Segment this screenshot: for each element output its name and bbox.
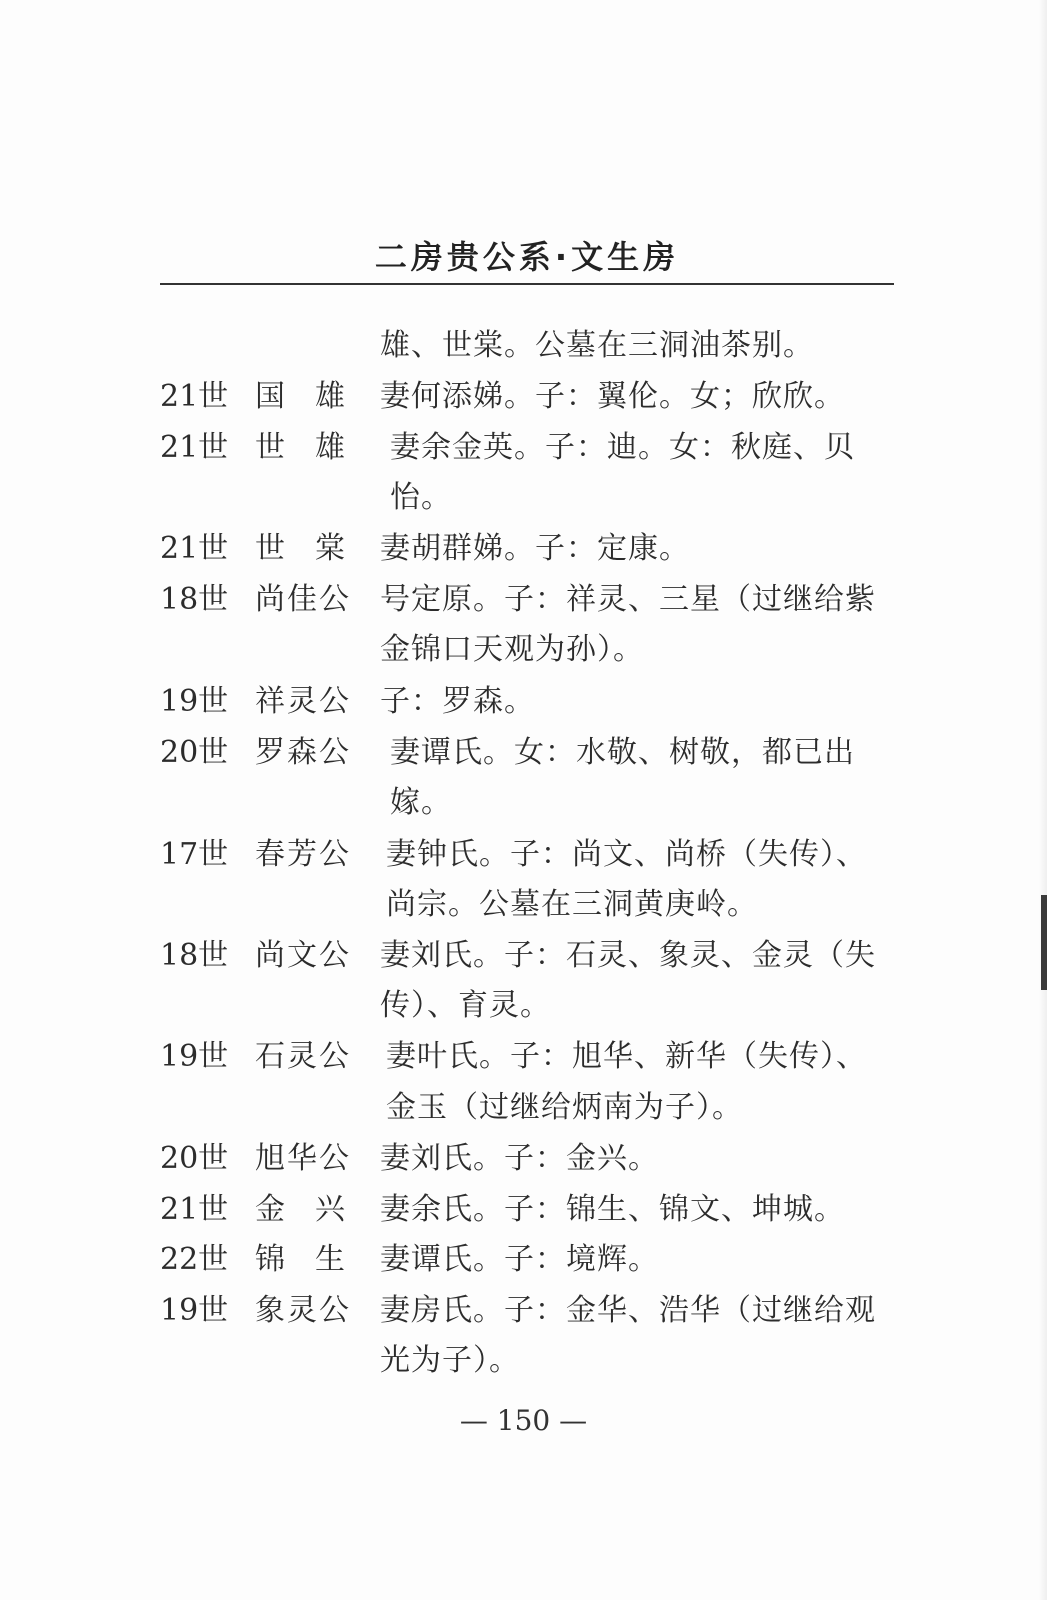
entry-name: 世 雄 xyxy=(255,430,345,465)
entry-text-line: 妻房氏。子：金华、浩华（过继给观 xyxy=(380,1293,876,1328)
entry-text-line: 光为子）。 xyxy=(380,1343,520,1378)
entry-text-line: 雄、世棠。公墓在三洞油茶别。 xyxy=(380,328,814,363)
entry-name: 锦 生 xyxy=(255,1242,345,1277)
entry-generation: 18世 xyxy=(160,582,229,617)
entry-text-line: 传）、育灵。 xyxy=(380,988,551,1023)
entry-name: 石灵公 xyxy=(255,1039,351,1074)
entry-text-line: 妻谭氏。子：境辉。 xyxy=(380,1242,659,1277)
entry-generation: 19世 xyxy=(160,1293,229,1328)
entry-name: 罗森公 xyxy=(255,735,351,770)
entry-text-line: 号定原。子：祥灵、三星（过继给紫 xyxy=(380,582,876,617)
entry-name: 祥灵公 xyxy=(255,684,351,719)
entry-text-line: 妻何添娣。子：翼伦。女；欣欣。 xyxy=(380,379,845,414)
entry-text-line: 妻谭氏。女：水敬、树敬，都已出 xyxy=(390,735,855,770)
entry-name: 尚佳公 xyxy=(255,582,351,617)
entry-text-line: 金锦口天观为孙）。 xyxy=(380,632,644,667)
entry-text-line: 妻刘氏。子：金兴。 xyxy=(380,1141,659,1176)
entry-generation: 21世 xyxy=(160,1192,229,1227)
entry-text-line: 妻刘氏。子：石灵、象灵、金灵（失 xyxy=(380,938,876,973)
entry-generation: 20世 xyxy=(160,1141,229,1176)
entry-name: 象灵公 xyxy=(255,1293,351,1328)
entry-name: 旭华公 xyxy=(255,1141,351,1176)
entry-name: 国 雄 xyxy=(255,379,345,414)
entry-text-line: 妻余氏。子：锦生、锦文、坤城。 xyxy=(380,1192,845,1227)
entry-name: 世 棠 xyxy=(255,531,345,566)
entry-text-line: 金玉（过继给炳南为子）。 xyxy=(386,1090,743,1125)
entry-name: 尚文公 xyxy=(255,938,351,973)
entry-text-line: 妻叶氏。子：旭华、新华（失传）、 xyxy=(386,1039,867,1074)
entry-text-line: 妻胡群娣。子：定康。 xyxy=(380,531,690,566)
entry-generation: 20世 xyxy=(160,735,229,770)
entry-text-line: 妻余金英。子：迪。女：秋庭、贝 xyxy=(390,430,855,465)
entry-generation: 18世 xyxy=(160,938,229,973)
entry-generation: 21世 xyxy=(160,430,229,465)
entry-generation: 21世 xyxy=(160,531,229,566)
entry-text-line: 嫁。 xyxy=(390,785,452,820)
entry-text-line: 尚宗。公墓在三洞黄庚岭。 xyxy=(386,887,758,922)
entry-name: 金 兴 xyxy=(255,1192,345,1227)
entry-text-line: 怡。 xyxy=(390,480,452,515)
entry-text-line: 子：罗森。 xyxy=(380,684,535,719)
entry-text-line: 妻钟氏。子：尚文、尚桥（失传）、 xyxy=(386,837,867,872)
entry-generation: 17世 xyxy=(160,837,229,872)
entry-generation: 19世 xyxy=(160,684,229,719)
page-number: — 150 — xyxy=(459,1404,588,1437)
entry-name: 春芳公 xyxy=(255,837,351,872)
entry-generation: 22世 xyxy=(160,1242,229,1277)
running-head: 二房贵公系·文生房 xyxy=(374,238,680,276)
entry-generation: 19世 xyxy=(160,1039,229,1074)
entry-generation: 21世 xyxy=(160,379,229,414)
